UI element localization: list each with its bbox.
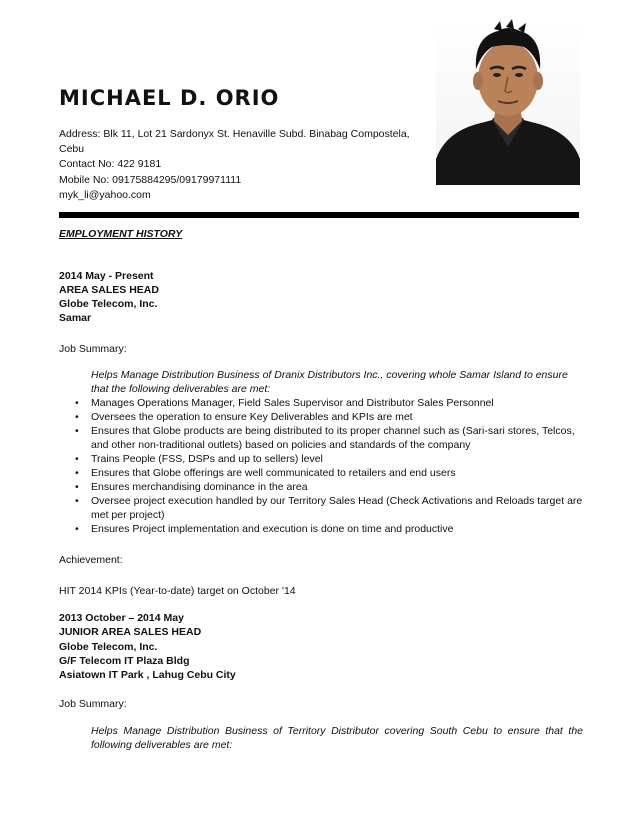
list-item: • Ensures Project implementation and execution is done on time and productive <box>75 523 454 535</box>
list-item: • Trains People (FSS, DSPs and up to sellers) level <box>75 453 323 465</box>
header-divider <box>59 212 579 218</box>
list-item: • Oversees the operation to ensure Key Deliverables and KPIs are met <box>75 411 413 423</box>
contact-block <box>59 127 429 203</box>
list-item: • Ensures that Globe products are being distributed to its proper channel such as (Sari-sari stores, Telcos, and other non-traditional outlets) based on policies and standards of the company <box>75 425 575 451</box>
job2-location-2: Asiatown IT Park , Lahug Cebu City <box>59 669 236 681</box>
list-item: • Oversee project execution handled by our Territory Sales Head (Check Activations and Reloads target are met per project) <box>75 495 583 521</box>
job1-summary: Helps Manage Distribution Business of Dranix Distributors Inc., covering whole Samar Island to ensure that the following deliverables are met: <box>91 369 568 395</box>
job2-location: G/F Telecom IT Plaza Bldg <box>59 655 190 667</box>
job1-period: 2014 May - Present <box>59 270 154 282</box>
list-item: • Ensures merchandising dominance in the area <box>75 481 308 493</box>
contact-number: Contact No: 422 9181 <box>59 158 162 171</box>
list-item: • Manages Operations Manager, Field Sales Supervisor and Distributor Sales Personnel <box>75 397 494 409</box>
job1-achievement: HIT 2014 KPIs (Year-to-date) target on October '14 <box>59 585 296 597</box>
address-line: Address: Blk 11, Lot 21 Sardonyx St. Henaville Subd. Binabag Compostela, <box>59 128 410 140</box>
job1-title: AREA SALES HEAD <box>59 284 159 296</box>
applicant-name: MICHAEL D. ORIO <box>59 86 280 110</box>
job2-company: Globe Telecom, Inc. <box>59 641 158 653</box>
portrait-image <box>436 19 580 185</box>
job1-summary-label: Job Summary: <box>59 343 127 355</box>
mobile-number: Mobile No: 09175884295/09179971111 <box>59 173 242 186</box>
list-item: • Ensures that Globe offerings are well communicated to retailers and end users <box>75 467 456 479</box>
job2-summary: Helps Manage Distribution Business of Territory Distributor covering South Cebu to ensure that the following deliverables are met: <box>91 725 583 751</box>
job1-company: Globe Telecom, Inc. <box>59 298 158 310</box>
job1-achievement-label: Achievement: <box>59 554 123 566</box>
job2-summary-label: Job Summary: <box>59 698 127 710</box>
email-address: myk_li@yahoo.com <box>59 188 151 201</box>
job1-location: Samar <box>59 312 92 324</box>
address-line-2: Cebu <box>59 143 85 156</box>
job2-period: 2013 October – 2014 May <box>59 612 184 624</box>
section-title-employment: EMPLOYMENT HISTORY <box>59 228 183 240</box>
job2-title: JUNIOR AREA SALES HEAD <box>59 626 202 638</box>
job1-duties-list <box>75 396 583 536</box>
profile-photo <box>436 19 580 185</box>
